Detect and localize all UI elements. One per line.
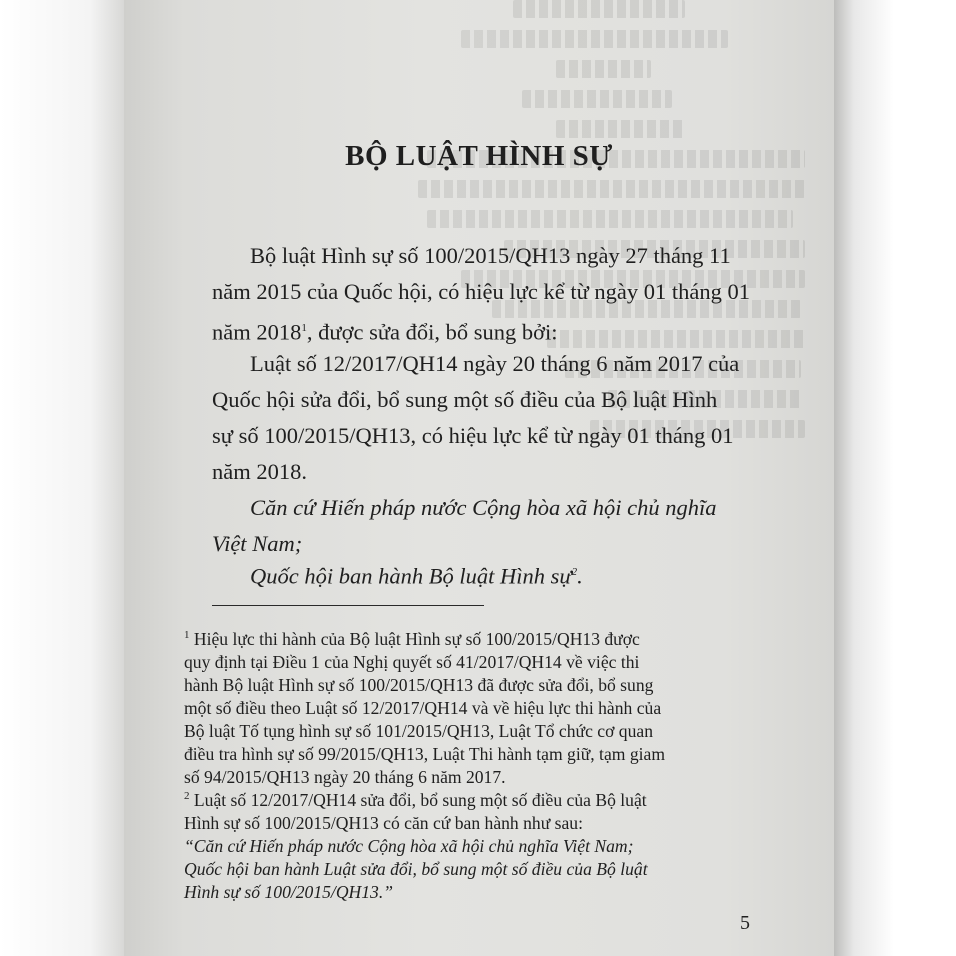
text-line: Việt Nam;: [212, 531, 303, 556]
text-line: Bộ luật Hình sự số 100/2015/QH13 ngày 27 tháng 11: [250, 243, 731, 268]
background-right: [834, 0, 956, 956]
text-line: hành Bộ luật Hình sự số 100/2015/QH13 đã được sửa đổi, bổ sung: [184, 674, 654, 695]
footnote-marker: 1: [184, 629, 190, 641]
text-line: [212, 554, 767, 595]
footnote-ref: 2: [571, 566, 578, 578]
text-line: quy định tại Điều 1 của Nghị quyết số 41/2017/QH14 về việc thi: [184, 651, 640, 672]
text-fragment: .: [577, 563, 583, 589]
text-line: Luật số 12/2017/QH14 ngày 20 tháng 6 năm 2017 của: [250, 351, 740, 376]
footnote-ref: 1: [301, 322, 307, 334]
text-line: năm 2018.: [212, 459, 307, 484]
text-fragment: , được sửa đổi, bổ sung bởi:: [306, 319, 558, 345]
background-left: [0, 0, 124, 956]
text-line: Căn cứ Hiến pháp nước Cộng hòa xã hội chủ nghĩa: [250, 495, 717, 520]
text-line: Quốc hội ban hành Luật sửa đổi, bổ sung một số điều của Bộ luật: [184, 858, 648, 879]
text-line: số 94/2015/QH13 ngày 20 tháng 6 năm 2017.: [184, 766, 506, 787]
text-fragment: Hiệu lực thi hành của Bộ luật Hình sự số 100/2015/QH13 được: [189, 628, 640, 649]
footnote-separator: [212, 605, 484, 606]
text-fragment: năm 2018: [212, 319, 302, 345]
text-fragment: Luật số 12/2017/QH14 sửa đổi, bổ sung một số điều của Bộ luật: [189, 789, 647, 810]
text-line: Hình sự số 100/2015/QH13.”: [184, 881, 394, 902]
text-line: năm 2015 của Quốc hội, có hiệu lực kể từ ngày 01 tháng 01: [212, 279, 751, 304]
page-title: BỘ LUẬT HÌNH SỰ: [345, 140, 613, 172]
enactment-paragraph: [212, 554, 767, 595]
footnote-1: [184, 624, 804, 789]
text-line: [184, 624, 804, 651]
amendment-paragraph: [212, 346, 767, 490]
intro-paragraph: [212, 238, 767, 351]
text-line: [184, 785, 804, 812]
page-number: 5: [740, 912, 750, 934]
text-line: Quốc hội sửa đổi, bổ sung một số điều của Bộ luật Hình: [212, 387, 718, 412]
text-line: “Căn cứ Hiến pháp nước Cộng hòa xã hội chủ nghĩa Việt Nam;: [184, 835, 634, 856]
text-line: sự số 100/2015/QH13, có hiệu lực kể từ ngày 01 tháng 01: [212, 423, 734, 448]
text-line: Bộ luật Tố tụng hình sự số 101/2015/QH13, Luật Tổ chức cơ quan: [184, 720, 653, 741]
text-line: một số điều theo Luật số 12/2017/QH14 và về hiệu lực thi hành của: [184, 697, 662, 718]
text-line: Hình sự số 100/2015/QH13 có căn cứ ban hành như sau:: [184, 812, 583, 833]
text-line: điều tra hình sự số 99/2015/QH13, Luật Thi hành tạm giữ, tạm giam: [184, 743, 666, 764]
book-page: [124, 0, 834, 956]
basis-paragraph: [212, 490, 767, 562]
footnote-2: [184, 785, 804, 904]
footnote-marker: 2: [184, 790, 190, 802]
text-line: [212, 310, 767, 351]
text-fragment: Quốc hội ban hành Bộ luật Hình sự: [250, 563, 572, 589]
